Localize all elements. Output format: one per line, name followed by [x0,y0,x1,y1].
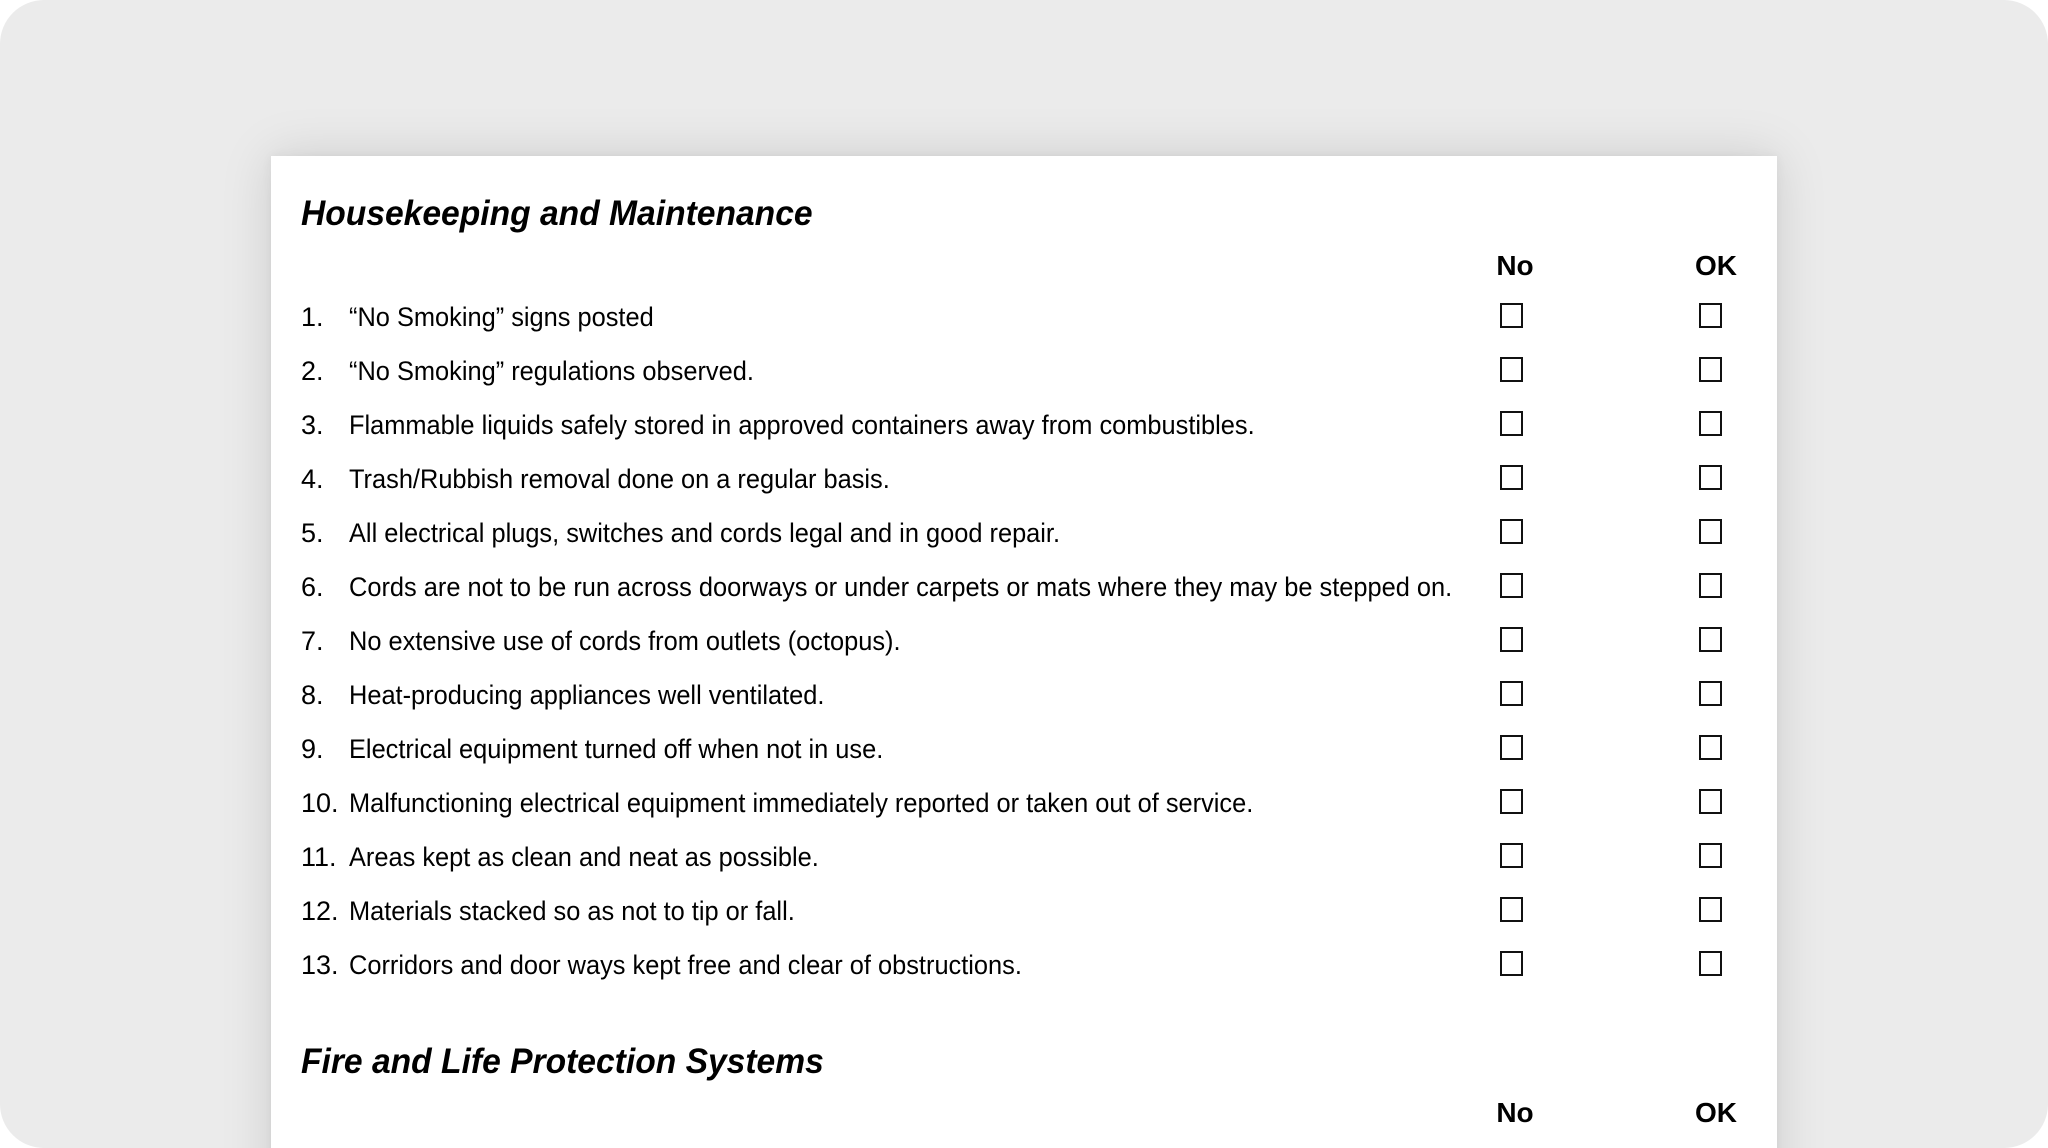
ok-checkbox[interactable] [1699,303,1722,328]
no-checkbox[interactable] [1500,843,1523,868]
checklist-row [271,297,1777,337]
item-text: Cords are not to be run across doorways or under carpets or mats where they may be stepped on. [349,572,1453,602]
ok-checkbox[interactable] [1699,897,1722,922]
item-number: 2. [301,356,324,386]
checklist-row [271,567,1777,607]
item-number: 12. [301,896,339,926]
item-text: All electrical plugs, switches and cords legal and in good repair. [349,518,1061,548]
no-checkbox[interactable] [1500,465,1523,490]
ok-checkbox[interactable] [1699,789,1722,814]
item-text: Trash/Rubbish removal done on a regular basis. [349,464,890,494]
no-checkbox[interactable] [1500,573,1523,598]
item-number: 10. [301,788,339,818]
ok-checkbox[interactable] [1699,573,1722,598]
ok-checkbox[interactable] [1699,843,1722,868]
ok-checkbox[interactable] [1699,465,1722,490]
item-text: Corridors and door ways kept free and clear of obstructions. [349,950,1022,980]
item-number: 1. [301,302,324,332]
ok-checkbox[interactable] [1699,357,1722,382]
item-number: 11. [301,842,337,872]
item-text: Areas kept as clean and neat as possible. [349,842,819,872]
checklist-row [271,351,1777,391]
item-text: Materials stacked so as not to tip or fall. [349,896,795,926]
no-checkbox[interactable] [1500,681,1523,706]
no-checkbox[interactable] [1500,951,1523,976]
checklist-row [271,405,1777,445]
no-checkbox[interactable] [1500,357,1523,382]
checklist-row [271,837,1777,877]
item-text: Flammable liquids safely stored in approved containers away from combustibles. [349,410,1255,440]
column-header-ok: OK [1695,250,1737,281]
checklist-row [271,945,1777,985]
column-header-no: No [1496,1097,1534,1128]
no-checkbox[interactable] [1500,303,1523,328]
item-number: 4. [301,464,324,494]
ok-checkbox[interactable] [1699,735,1722,760]
item-text: “No Smoking” signs posted [349,302,654,332]
item-number: 9. [301,734,324,764]
item-number: 13. [301,950,339,980]
ok-checkbox[interactable] [1699,681,1722,706]
section-title-fire-life-protection: Fire and Life Protection Systems [301,1042,824,1081]
item-number: 3. [301,410,324,440]
checklist-document [271,156,1777,1148]
item-text: Electrical equipment turned off when not in use. [349,734,884,764]
item-text: “No Smoking” regulations observed. [349,356,754,386]
column-header-no: No [1496,250,1534,281]
section-title-housekeeping: Housekeeping and Maintenance [301,194,813,233]
item-number: 6. [301,572,324,602]
item-number: 5. [301,518,324,548]
ok-checkbox[interactable] [1699,411,1722,436]
no-checkbox[interactable] [1500,411,1523,436]
ok-checkbox[interactable] [1699,519,1722,544]
checklist-row [271,513,1777,553]
item-number: 8. [301,680,324,710]
checklist-row [271,891,1777,931]
item-text: Malfunctioning electrical equipment immediately reported or taken out of service. [349,788,1254,818]
column-header-ok: OK [1695,1097,1737,1128]
item-number: 7. [301,626,324,656]
no-checkbox[interactable] [1500,735,1523,760]
checklist-row [271,729,1777,769]
no-checkbox[interactable] [1500,789,1523,814]
checklist-row [271,783,1777,823]
no-checkbox[interactable] [1500,897,1523,922]
no-checkbox[interactable] [1500,627,1523,652]
checklist-row [271,621,1777,661]
checklist-row [271,675,1777,715]
item-text: No extensive use of cords from outlets (octopus). [349,626,901,656]
ok-checkbox[interactable] [1699,627,1722,652]
checklist-row [271,459,1777,499]
ok-checkbox[interactable] [1699,951,1722,976]
no-checkbox[interactable] [1500,519,1523,544]
item-text: Heat-producing appliances well ventilated. [349,680,825,710]
